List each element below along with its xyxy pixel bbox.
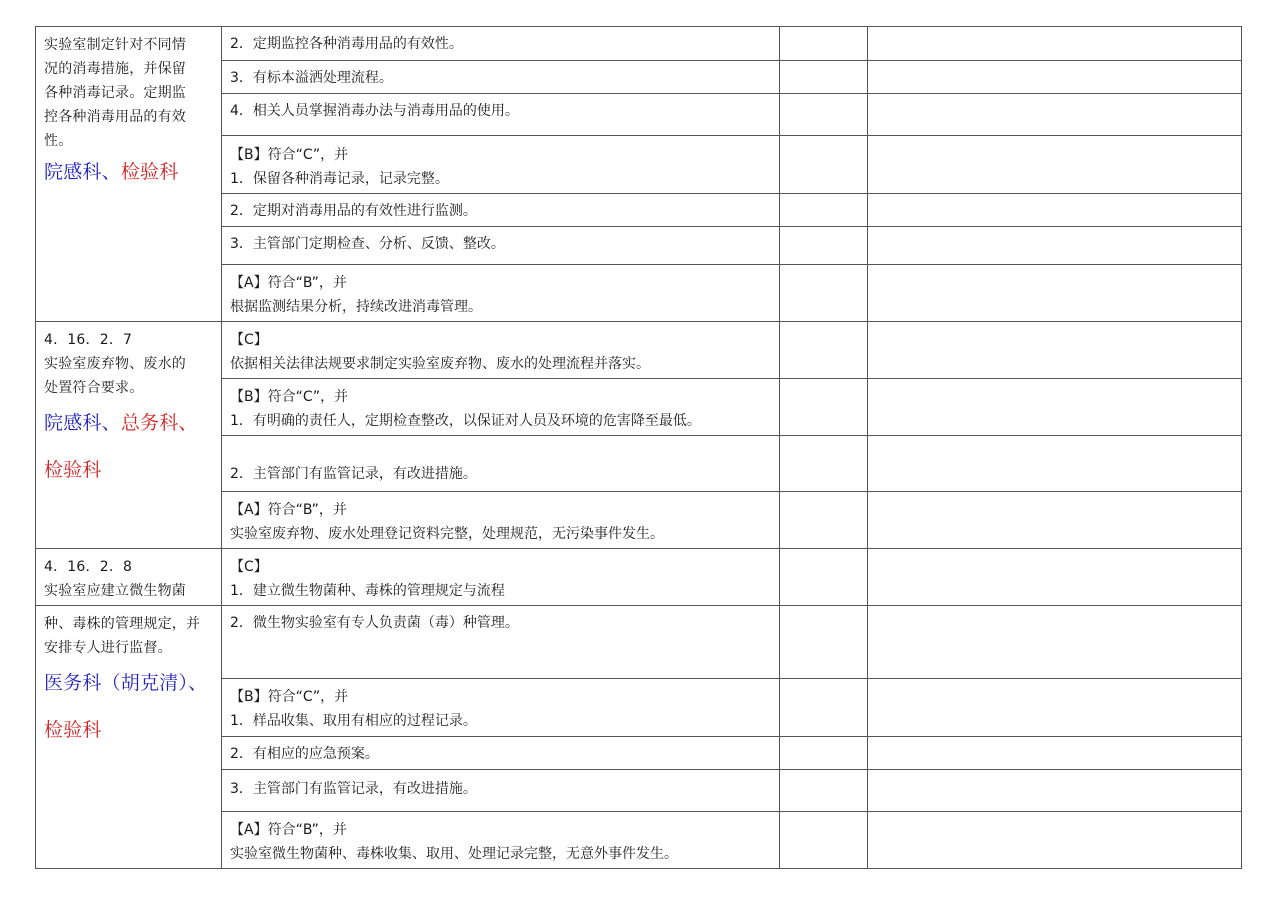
- criterion-cell: [222, 737, 780, 770]
- score-cell: [780, 679, 868, 737]
- criterion-cell: [222, 94, 780, 136]
- criterion-level: 【A】符合“B”，并: [230, 502, 347, 518]
- notes-cell: [868, 61, 1242, 94]
- standard-cell: [36, 549, 222, 606]
- criterion-cell: [222, 61, 780, 94]
- criterion-cell: [222, 379, 780, 436]
- standard-cell: [36, 606, 222, 869]
- score-cell: [780, 770, 868, 812]
- criterion-cell: [222, 492, 780, 549]
- notes-cell: [868, 549, 1242, 606]
- score-cell: [780, 606, 868, 679]
- standard-text: 各种消毒记录。定期监: [44, 85, 186, 101]
- score-cell: [780, 265, 868, 322]
- criterion-text: 1．有明确的责任人，定期检查整改，以保证对人员及环境的危害降至最低。: [230, 413, 701, 429]
- notes-cell: [868, 136, 1242, 194]
- criterion-text: 2．有相应的应急预案。: [230, 746, 379, 762]
- notes-cell: [868, 322, 1242, 379]
- criterion-level: 【A】符合“B”，并: [230, 275, 347, 291]
- standard-number: 4．16．2．7: [44, 332, 133, 348]
- criterion-text: 2．微生物实验室有专人负责菌（毒）种管理。: [230, 615, 519, 631]
- criterion-text: 2．定期对消毒用品的有效性进行监测。: [230, 203, 477, 219]
- department-label: 总务科、: [120, 412, 198, 434]
- score-cell: [780, 436, 868, 492]
- department-label: 检验科: [44, 719, 102, 741]
- criterion-cell: [222, 227, 780, 265]
- criterion-level: 【B】符合“C”，并: [230, 147, 349, 163]
- notes-cell: [868, 737, 1242, 770]
- notes-cell: [868, 94, 1242, 136]
- score-cell: [780, 27, 868, 61]
- criterion-level: 【C】: [230, 332, 268, 348]
- score-cell: [780, 812, 868, 869]
- department-label: 检验科: [120, 161, 179, 183]
- notes-cell: [868, 606, 1242, 679]
- notes-cell: [868, 492, 1242, 549]
- table-row: [36, 27, 1242, 61]
- score-cell: [780, 322, 868, 379]
- department-label: 院感科、: [44, 161, 121, 183]
- criterion-text: 2．定期监控各种消毒用品的有效性。: [230, 36, 463, 52]
- score-cell: [780, 61, 868, 94]
- score-cell: [780, 194, 868, 227]
- score-cell: [780, 94, 868, 136]
- standard-text: 况的消毒措施，并保留: [44, 61, 186, 77]
- notes-cell: [868, 379, 1242, 436]
- standard-text: 实验室应建立微生物菌: [44, 583, 186, 599]
- criterion-text: 3．有标本溢洒处理流程。: [230, 70, 393, 86]
- criterion-level: 【B】符合“C”，并: [230, 689, 349, 705]
- score-cell: [780, 136, 868, 194]
- criterion-text: 依据相关法律法规要求制定实验室废弃物、废水的处理流程并落实。: [230, 356, 650, 372]
- criterion-text: 2．主管部门有监管记录，有改进措施。: [230, 466, 477, 482]
- criterion-text: 实验室微生物菌种、毒株收集、取用、处理记录完整，无意外事件发生。: [230, 846, 678, 862]
- table-row: [36, 322, 1242, 379]
- criterion-cell: [222, 265, 780, 322]
- standard-cell: [36, 322, 222, 549]
- score-cell: [780, 737, 868, 770]
- standard-text: 控各种消毒用品的有效: [44, 109, 186, 125]
- criterion-cell: [222, 136, 780, 194]
- score-cell: [780, 492, 868, 549]
- score-cell: [780, 227, 868, 265]
- standard-text: 实验室制定针对不同情: [44, 37, 186, 53]
- standard-text: 性。: [44, 133, 73, 149]
- score-cell: [780, 549, 868, 606]
- criterion-cell: [222, 606, 780, 679]
- criterion-text: 实验室废弃物、废水处理登记资料完整，处理规范，无污染事件发生。: [230, 526, 664, 542]
- criterion-level: 【A】符合“B”，并: [230, 822, 347, 838]
- criterion-text: 3．主管部门有监管记录，有改进措施。: [230, 781, 477, 797]
- criterion-text: 4．相关人员掌握消毒办法与消毒用品的使用。: [230, 103, 519, 119]
- notes-cell: [868, 812, 1242, 869]
- standard-cell: [36, 27, 222, 322]
- notes-cell: [868, 194, 1242, 227]
- criterion-cell: [222, 436, 780, 492]
- score-cell: [780, 379, 868, 436]
- notes-cell: [868, 27, 1242, 61]
- criterion-cell: [222, 812, 780, 869]
- criterion-cell: [222, 549, 780, 606]
- criterion-cell: [222, 679, 780, 737]
- notes-cell: [868, 227, 1242, 265]
- department-label: 检验科: [44, 459, 102, 481]
- criterion-text: 根据监测结果分析，持续改进消毒管理。: [230, 299, 482, 315]
- table-row: [36, 549, 1242, 606]
- criterion-cell: [222, 322, 780, 379]
- notes-cell: [868, 436, 1242, 492]
- criterion-text: 3．主管部门定期检查、分析、反馈、整改。: [230, 236, 505, 252]
- notes-cell: [868, 679, 1242, 737]
- notes-cell: [868, 770, 1242, 812]
- notes-cell: [868, 265, 1242, 322]
- criterion-text: 1．样品收集、取用有相应的过程记录。: [230, 713, 477, 729]
- standard-text: 安排专人进行监督。: [44, 640, 172, 656]
- criterion-text: 1．保留各种消毒记录，记录完整。: [230, 171, 449, 187]
- standard-number: 4．16．2．8: [44, 559, 133, 575]
- standard-text: 种、毒株的管理规定，并: [44, 616, 201, 632]
- criterion-cell: [222, 770, 780, 812]
- criterion-text: 1．建立微生物菌种、毒株的管理规定与流程: [230, 583, 505, 599]
- criterion-cell: [222, 27, 780, 61]
- criteria-table: [35, 26, 1242, 869]
- criterion-level: 【B】符合“C”，并: [230, 389, 349, 405]
- table-row: [36, 606, 1242, 679]
- standard-text: 处置符合要求。: [44, 380, 144, 396]
- department-label: 院感科、: [44, 412, 121, 434]
- criterion-level: 【C】: [230, 559, 268, 575]
- department-label: 医务科（胡克清）、: [44, 672, 208, 694]
- criterion-cell: [222, 194, 780, 227]
- standard-text: 实验室废弃物、废水的: [44, 356, 186, 372]
